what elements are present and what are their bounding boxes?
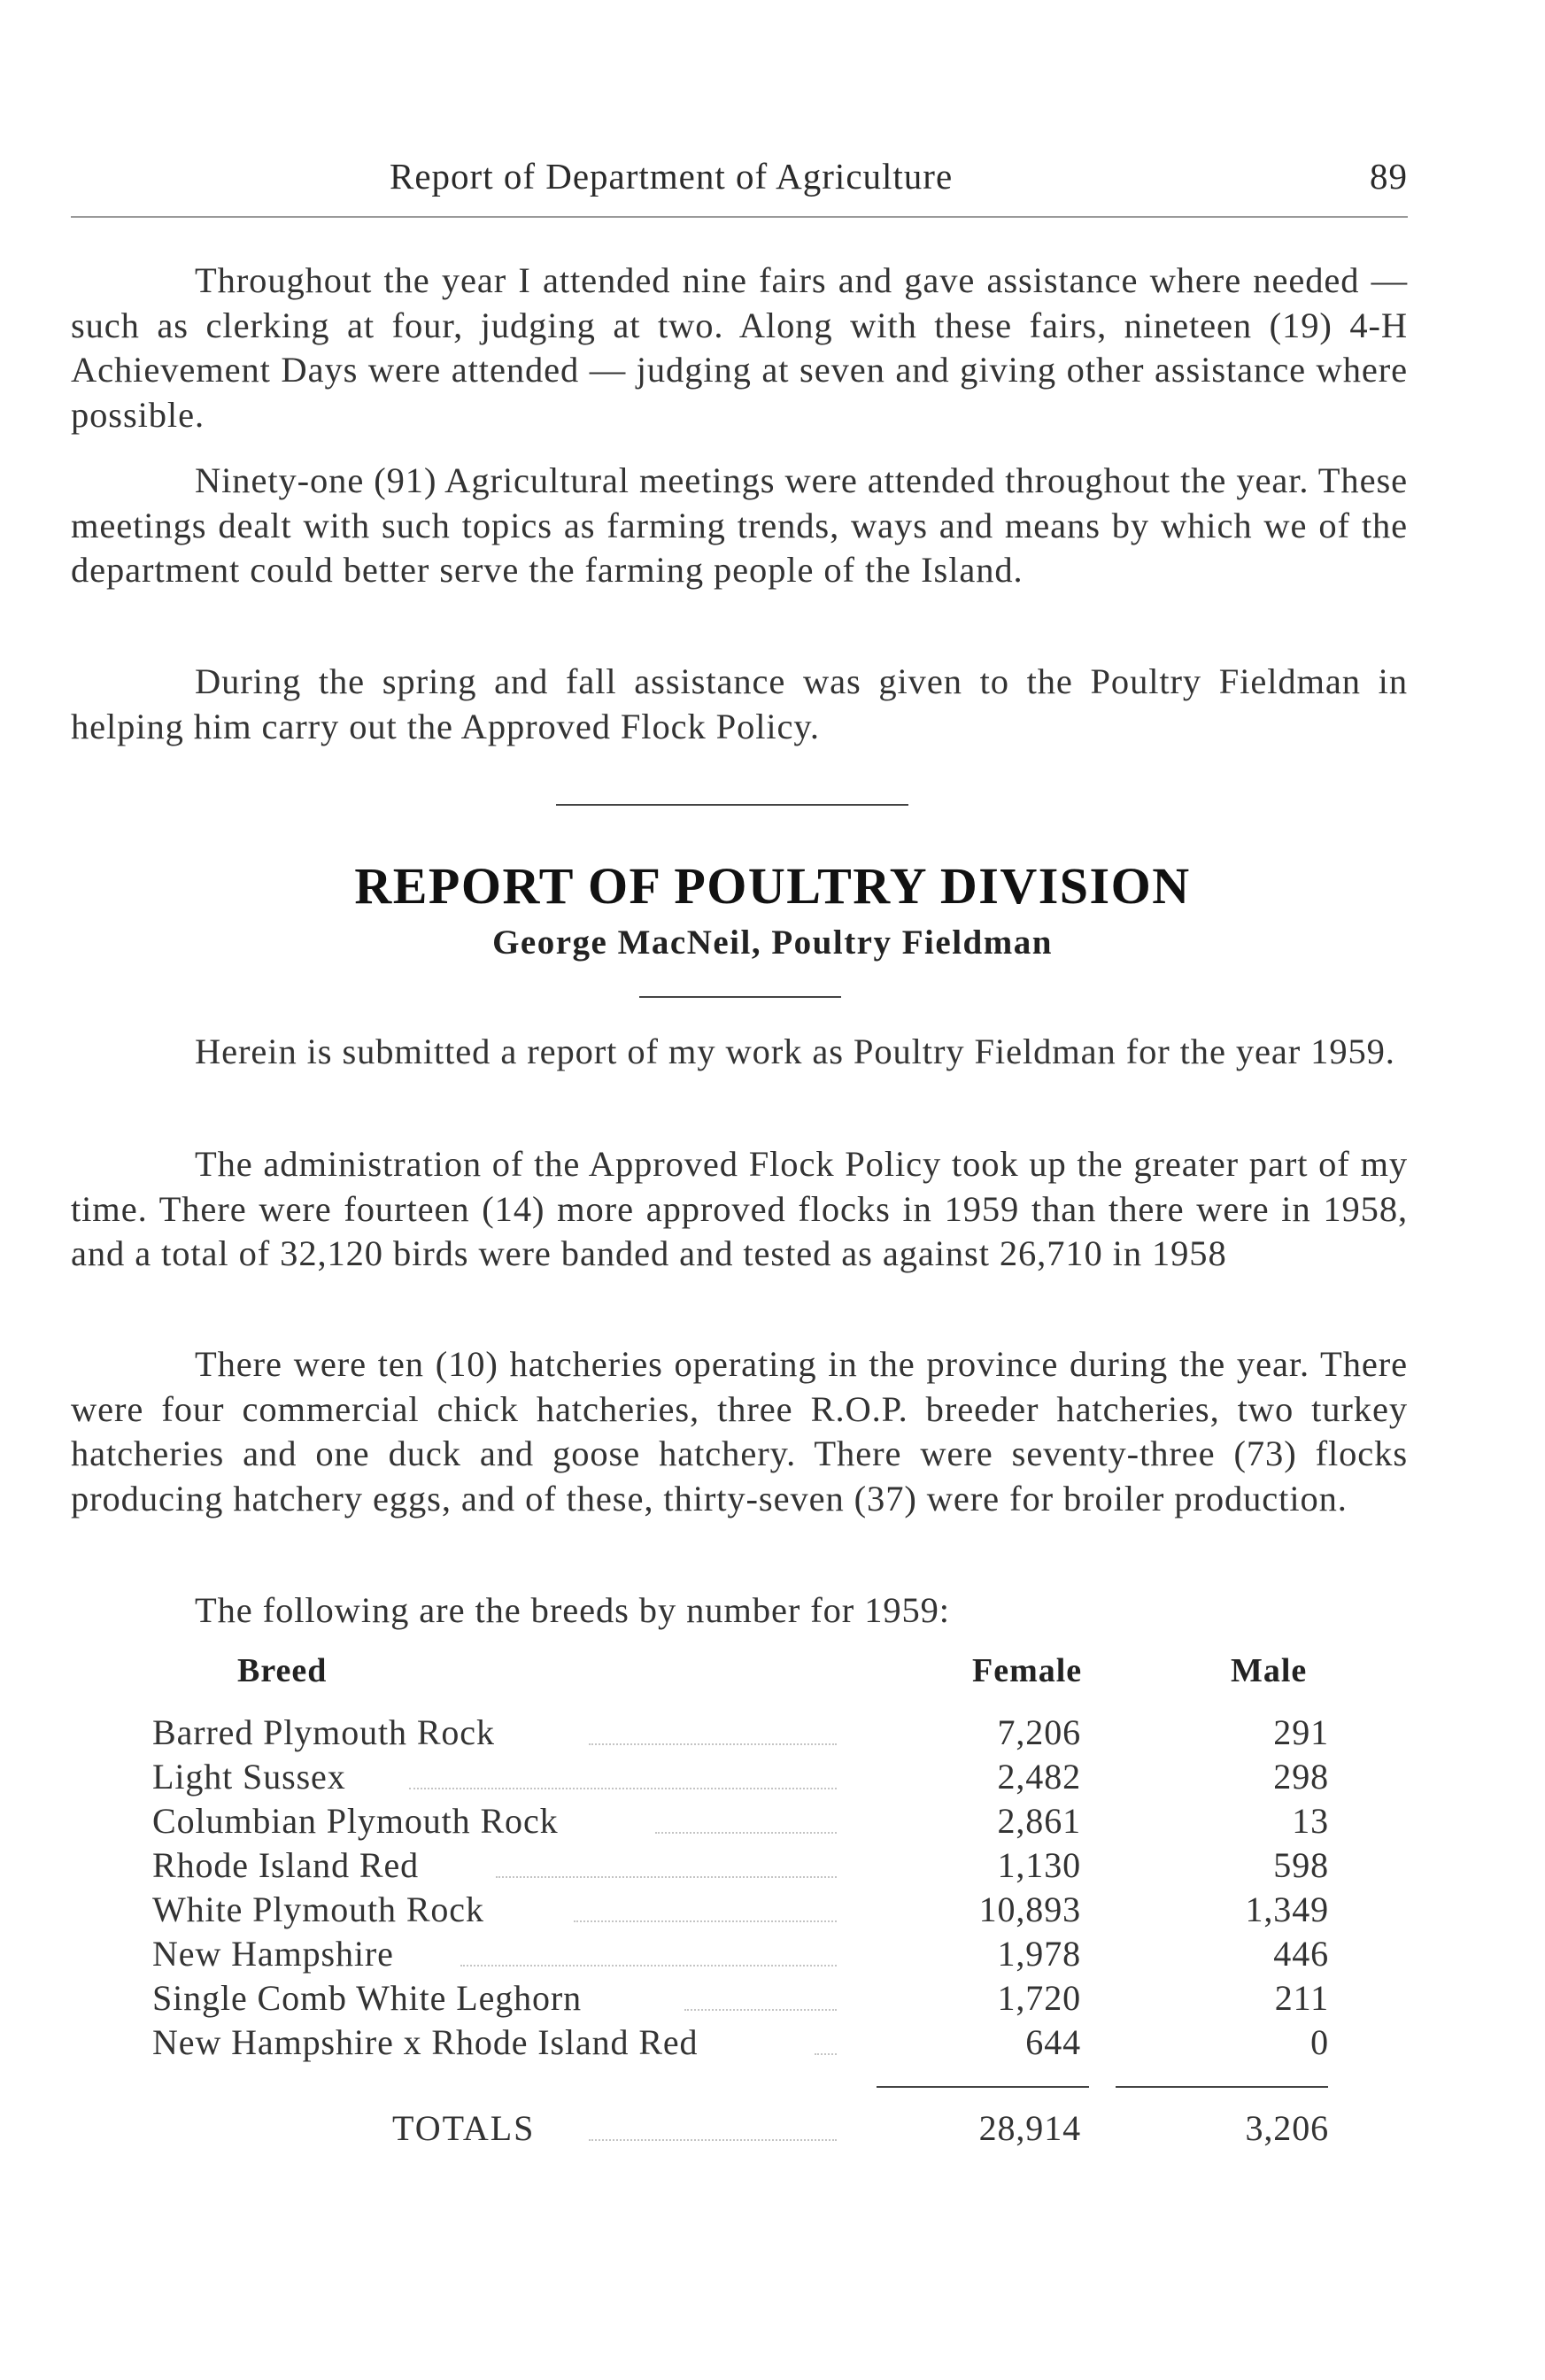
header-rule	[71, 216, 1408, 218]
female-count: 2,861	[997, 1801, 1081, 1841]
dot-leader	[409, 1788, 837, 1789]
female-count: 644	[1025, 2022, 1081, 2062]
dot-leader	[589, 2139, 837, 2141]
male-count: 1,349	[1245, 1889, 1329, 1929]
breed-name: Columbian Plymouth Rock	[152, 1801, 559, 1841]
totals-label: TOTALS	[392, 2108, 536, 2148]
female-count: 7,206	[997, 1712, 1081, 1752]
table-row	[0, 1977, 1545, 2021]
female-count: 1,978	[997, 1934, 1081, 1974]
male-total-rule	[1116, 2086, 1328, 2088]
male-count: 13	[1292, 1801, 1329, 1841]
page-number: 89	[1370, 156, 1408, 197]
female-count: 10,893	[978, 1889, 1081, 1929]
male-count: 291	[1273, 1712, 1329, 1752]
section-subtitle: George MacNeil, Poultry Fieldman	[492, 923, 1053, 962]
dot-leader	[574, 1920, 837, 1922]
paragraph-breeds-intro: The following are the breeds by number for 1959:	[195, 1590, 950, 1630]
table-row	[0, 1712, 1545, 1756]
male-total: 3,206	[1245, 2108, 1329, 2148]
table-row	[0, 1933, 1545, 1977]
breed-name: New Hampshire	[152, 1934, 394, 1974]
running-header	[71, 155, 1408, 208]
breed-name: New Hampshire x Rhode Island Red	[152, 2022, 699, 2062]
section-title: REPORT OF POULTRY DIVISION	[354, 857, 1191, 915]
breed-name: Rhode Island Red	[152, 1845, 420, 1885]
breed-name: Barred Plymouth Rock	[152, 1712, 495, 1752]
male-count: 298	[1273, 1757, 1329, 1797]
table-row	[0, 1844, 1545, 1889]
paragraph-flock-administration: The administration of the Approved Flock Policy took up the greater part of my time. There were fourteen (14) more approved flocks in 1959 than there were in 1958, and a total of 32,120 birds were banded and tested as against 26,710 in 1958	[71, 1144, 1408, 1273]
female-count: 1,720	[997, 1978, 1081, 2018]
column-header-male: Male	[1231, 1652, 1308, 1689]
breed-name: Light Sussex	[152, 1757, 346, 1797]
male-count: 211	[1274, 1978, 1329, 2018]
totals-row	[0, 2107, 1545, 2152]
paragraph-flock-policy-assistance: During the spring and fall assistance was given to the Poultry Fieldman in helping him carry out the Approved Flock Policy.	[71, 661, 1408, 746]
breed-name: White Plymouth Rock	[152, 1889, 484, 1929]
paragraph-hatcheries: There were ten (10) hatcheries operating in the province during the year. There were four commercial chick hatcheries, three R.O.P. breeder hatcheries, two turkey hatcheries and one duck and goose hatchery. There were seventy-three (73) flocks producing hatchery eggs, and of these, thirty-seven (37) were for broiler production.	[71, 1344, 1408, 1518]
breed-name: Single Comb White Leghorn	[152, 1978, 583, 2018]
column-header-breed: Breed	[237, 1652, 328, 1689]
female-count: 2,482	[997, 1757, 1081, 1797]
table-row	[0, 2021, 1545, 2066]
male-count: 0	[1310, 2022, 1329, 2062]
table-row	[0, 1756, 1545, 1800]
dot-leader	[655, 1832, 837, 1834]
female-total-rule	[877, 2086, 1089, 2088]
section-separator-rule	[556, 804, 908, 806]
running-header-title: Report of Department of Agriculture	[390, 156, 954, 197]
female-count: 1,130	[997, 1845, 1081, 1885]
paragraph-meetings: Ninety-one (91) Agricultural meetings were attended throughout the year. These meetings dealt with such topics as farming trends, ways and means by which we of the department could better serve the farming people of the Island.	[71, 460, 1408, 590]
dot-leader	[684, 2009, 837, 2011]
subtitle-rule	[639, 996, 841, 998]
paragraph-report-intro: Herein is submitted a report of my work as Poultry Fieldman for the year 1959.	[195, 1032, 1395, 1071]
female-total: 28,914	[978, 2108, 1081, 2148]
dot-leader	[496, 1876, 837, 1878]
table-row	[0, 1889, 1545, 1933]
column-header-female: Female	[972, 1652, 1083, 1689]
male-count: 598	[1273, 1845, 1329, 1885]
dot-leader	[589, 1743, 837, 1745]
paragraph-fairs: Throughout the year I attended nine fairs and gave assistance where needed — such as clerking at four, judging at two. Along with these fairs, nineteen (19) 4-H Achievement Days were attended — judging at seven and giving other assistance where possible.	[71, 260, 1408, 435]
dot-leader	[815, 2053, 837, 2055]
dot-leader	[460, 1965, 837, 1967]
male-count: 446	[1273, 1934, 1329, 1974]
table-row	[0, 1800, 1545, 1844]
